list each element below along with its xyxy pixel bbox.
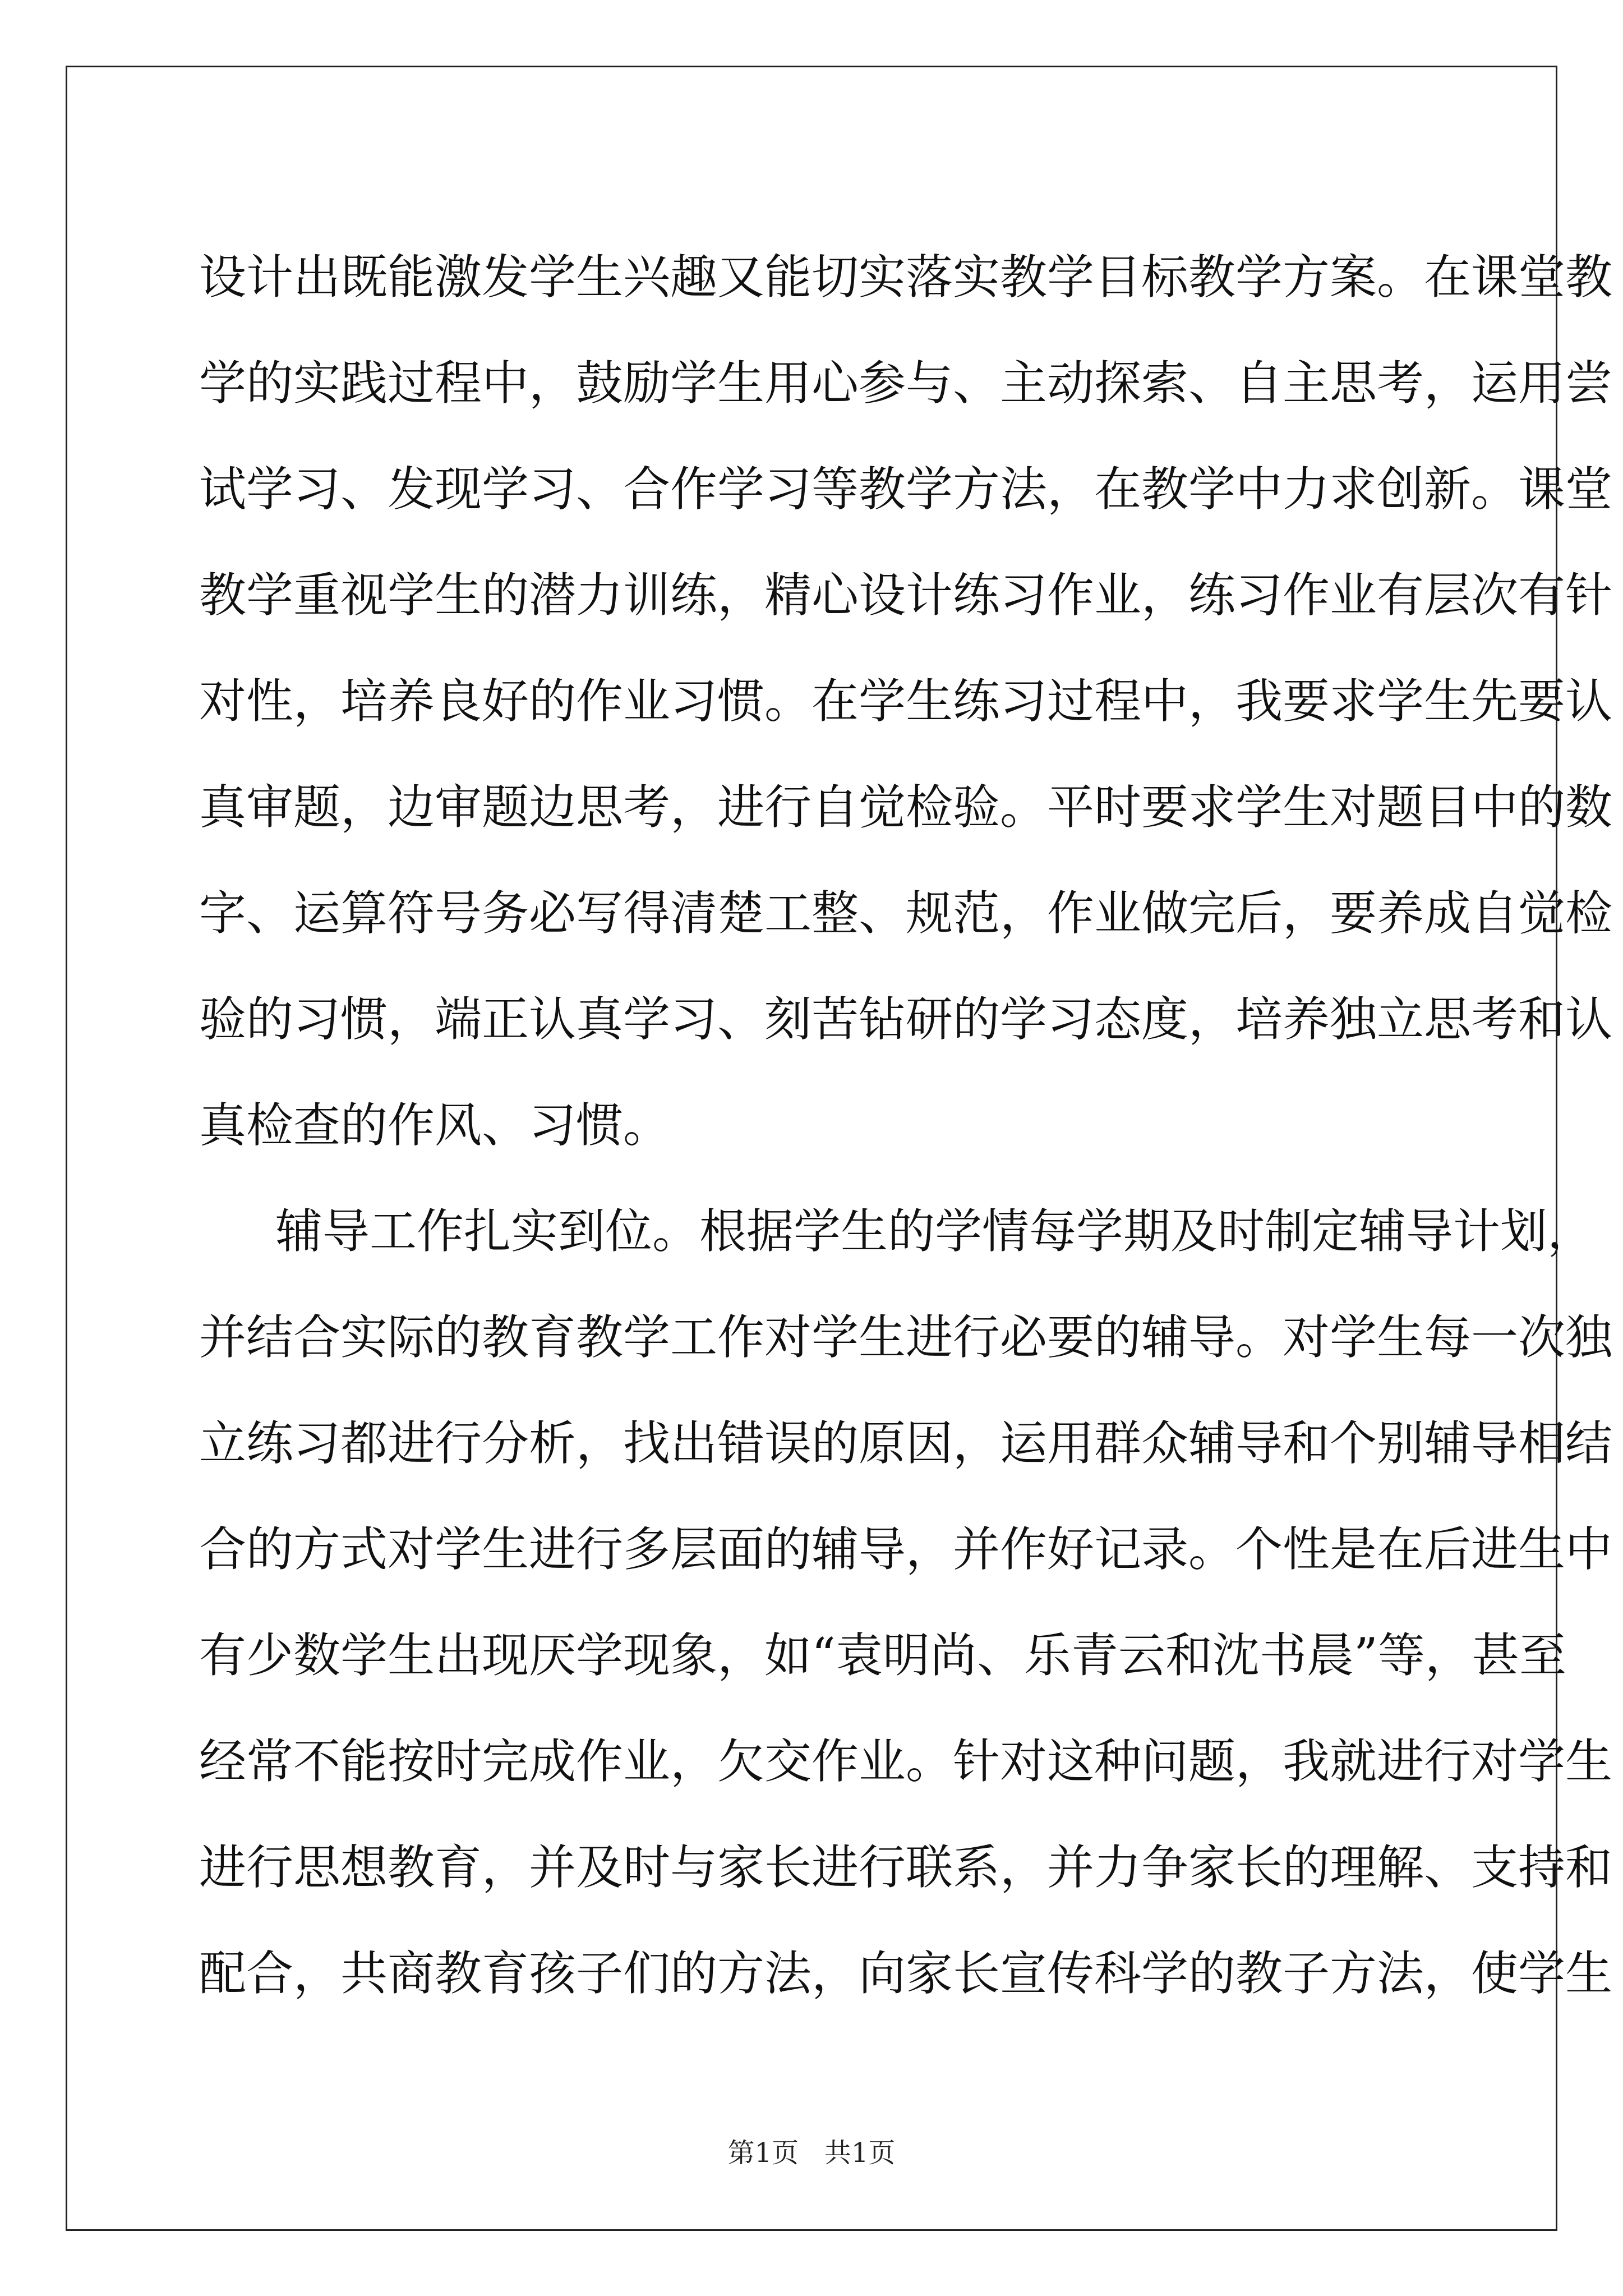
text-line: 设计出既能激发学生兴趣又能切实落实教学目标教学方案。在课堂教 (199, 250, 1613, 305)
text-line-indented: 辅导工作扎实到位。根据学生的学情每学期及时制定辅导计划， (275, 1204, 1595, 1259)
text-line: 经常不能按时完成作业，欠交作业。针对这种问题，我就进行对学生 (199, 1734, 1613, 1789)
text-line: 教学重视学生的潜力训练，精心设计练习作业，练习作业有层次有针 (199, 568, 1613, 623)
text-line: 对性，培养良好的作业习惯。在学生练习过程中，我要求学生先要认 (199, 674, 1613, 729)
text-line: 学的实践过程中，鼓励学生用心参与、主动探索、自主思考，运用尝 (199, 356, 1613, 411)
document-body (199, 224, 1613, 2027)
text-line: 字、运算符号务必写得清楚工整、规范，作业做完后，要养成自觉检 (199, 886, 1613, 941)
page-number-footer: 第1页 共1页 (727, 2137, 896, 2169)
text-line: 真检查的作风、习惯。 (199, 1098, 671, 1153)
text-line: 并结合实际的教育教学工作对学生进行必要的辅导。对学生每一次独 (199, 1310, 1613, 1365)
text-line: 配合，共商教育孩子们的方法，向家长宣传科学的教子方法，使学生 (199, 1946, 1613, 2001)
text-line: 验的习惯，端正认真学习、刻苦钻研的学习态度，培养独立思考和认 (199, 992, 1613, 1047)
text-line: 有少数学生出现厌学现象，如“袁明尚、乐青云和沈书晨”等，甚至 (199, 1628, 1566, 1683)
text-line: 进行思想教育，并及时与家长进行联系，并力争家长的理解、支持和 (199, 1840, 1613, 1895)
text-line: 试学习、发现学习、合作学习等教学方法，在教学中力求创新。课堂 (199, 462, 1613, 517)
text-line: 合的方式对学生进行多层面的辅导，并作好记录。个性是在后进生中 (199, 1522, 1613, 1577)
text-line: 真审题，边审题边思考，进行自觉检验。平时要求学生对题目中的数 (199, 780, 1613, 835)
text-line: 立练习都进行分析，找出错误的原因，运用群众辅导和个别辅导相结 (199, 1416, 1613, 1471)
